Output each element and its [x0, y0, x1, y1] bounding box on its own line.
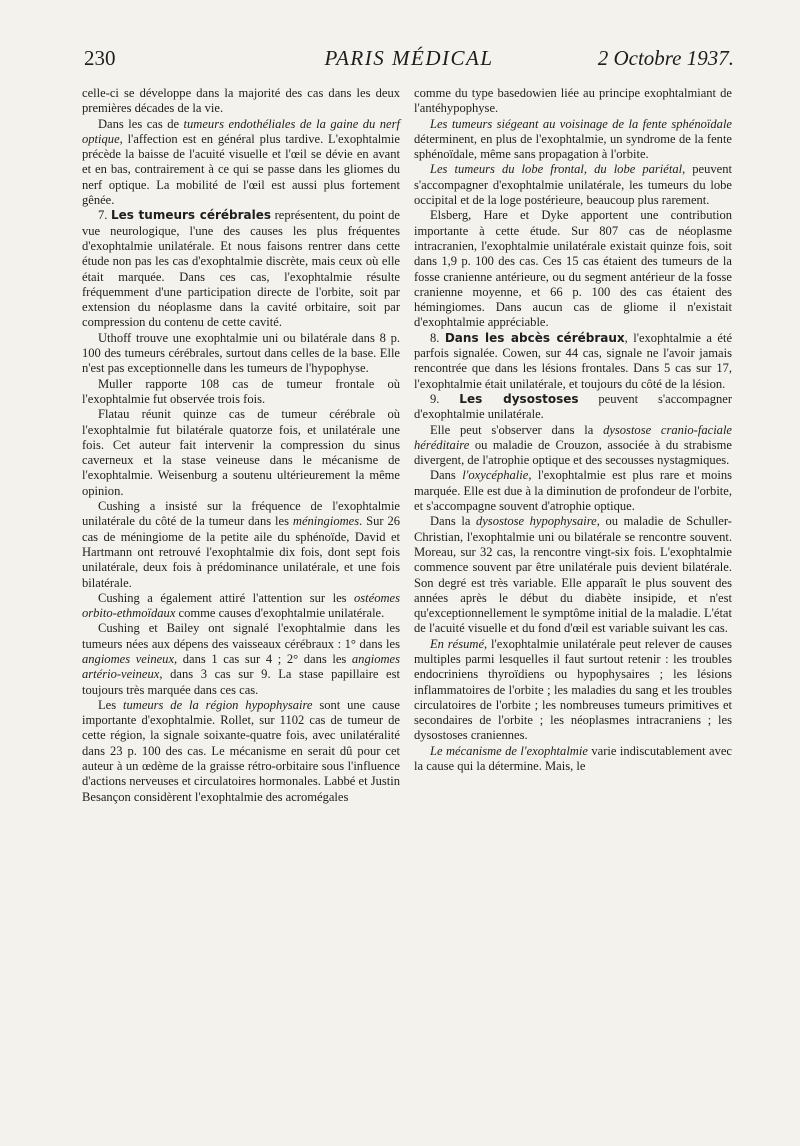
italic-term: angiomes artério-veineux	[82, 651, 400, 682]
paragraph	[82, 117, 400, 209]
text-run: celle-ci se développe dans la majorité des cas dans les deux premières décades de la vie.	[82, 86, 400, 116]
text-run: , l'affection est en général plus tardive. L'exophtalmie précède la baisse de l'acuité visuelle et l'œil se dévie en avant et en bas, contrairement à ce qui se passe dans les gliomes du nerf optique. La mobilité de l'œil est aussi plus fortement gênée.	[82, 131, 400, 208]
paragraph	[414, 468, 732, 514]
paragraph	[82, 208, 400, 330]
text-run: , peuvent s'accompagner d'exophtalmie unilatérale, les tumeurs du lobe occipital et de la loge postérieure, beaucoup plus rarement.	[414, 162, 732, 208]
italic-term: dysostose hypophysaire	[475, 514, 597, 529]
text-run: varie indiscutablement avec la cause qui la détermine. Mais, le	[414, 743, 732, 774]
paragraph	[414, 331, 732, 392]
issue-date: 2 Octobre 1937.	[597, 46, 734, 70]
text-run: . Sur 26 cas de méningiome de la petite aile du sphénoïde, David et Hartmann ont retrouvé l'exophtalmie dix fois, dont sept fois unilatérale, deux fois à prédominance unilatérale, et une fois bilatérale.	[82, 514, 401, 590]
text-run: 9.	[430, 391, 460, 406]
text-run: Uthoff trouve une exophtalmie uni ou bilatérale dans 8 p. 100 des tumeurs cérébrales, surtout dans celles de la base. Elle n'est pas exceptionnelle dans les tumeurs de l'hypophyse.	[82, 330, 400, 376]
text-run: comme causes d'exophtalmie unilatérale.	[175, 606, 385, 621]
paragraph	[414, 744, 732, 775]
text-run: représentent, du point de vue neurologique, l'une des causes les plus fréquentes d'exophtalmie unilatérale. Et nous faisons rentrer dans cette étude non pas les cas d'exophtalmie discrète, mais ceux où elle était marquée. Dans ces cas, l'exophtalmie résulte fréquemment d'une participation directe de l'orbite, soit par extension du néoplasme dans la cavité orbitaire, soit par compression du contenu de cette cavité.	[82, 208, 400, 330]
text-run: , dans 1 cas sur 4 ; 2° dans les	[174, 651, 352, 666]
paragraph	[82, 407, 400, 499]
page-number: 230	[84, 46, 116, 70]
text-run: sont une cause importante d'exophtalmie. Rollet, sur 1102 cas de tumeur de cette région, la signale soixante-quatre fois, avec unilatéralité dans 23 p. 100 des cas. Le mécanisme en serait dû pour cet auteur à un œdème de la graisse rétro-orbitaire sous l'influence d'actions nerveuses et circulatoires hormonales. Labbé et Justin Besançon considèrent l'exophtalmie des acromégales	[82, 697, 400, 804]
text-run: ou maladie de Crouzon, associée à du strabisme divergent, de l'atrophie optique et des secousses nystagmiques.	[414, 437, 732, 468]
paragraph	[414, 637, 732, 744]
italic-term: dysostose cranio-faciale héréditaire	[414, 422, 733, 452]
paragraph	[82, 621, 400, 697]
italic-term: En résumé	[430, 636, 485, 651]
text-run: , ou maladie de Schuller-Christian, l'exophtalmie uni ou bilatérale se rencontre souvent. Moreau, sur 32 cas, la rencontre vingt-six fois. L'exophtalmie commence souvent par être unilatérale puis devient bilatérale. Son degré est très variable. Elle apparaît le plus souvent des années après le début du diabète insipide, et n'est qu'exceptionnellement le symptôme initial de la maladie. L'état de l'acuité visuelle et du fond d'œil est variable suivant les cas.	[414, 514, 732, 636]
paragraph	[414, 514, 732, 636]
text-run: Dans	[430, 468, 463, 483]
text-run: Cushing a également attiré l'attention sur les	[98, 590, 354, 605]
text-run: , dans 3 cas sur 9. La stase papillaire est toujours très marquée dans ces cas.	[82, 667, 400, 697]
italic-term: angiomes veineux	[82, 651, 175, 666]
text-run: comme du type basedowien liée au principe exophtalmiant de l'antéhypophyse.	[414, 86, 732, 116]
italic-term: tumeurs endothéliales de la gaine du nerf optique	[82, 116, 400, 146]
italic-term: l'oxycéphalie	[462, 468, 529, 483]
paragraph	[414, 86, 732, 117]
paragraph	[82, 377, 400, 408]
italic-term: méningiomes	[292, 514, 360, 529]
right-column	[414, 86, 732, 774]
text-run: Cushing et Bailey ont signalé l'exophtalmie dans les tumeurs nées aux dépens des vaisseaux cérébraux : 1° dans les	[82, 621, 400, 651]
text-run: déterminent, en plus de l'exophtalmie, un syndrome de la fente sphénoïdale, même sans propagation à l'orbite.	[414, 131, 732, 162]
text-run: 8.	[430, 330, 445, 345]
journal-title: PARIS MÉDICAL	[324, 46, 494, 70]
text-run: 7.	[98, 208, 111, 223]
text-run: Muller rapporte 108 cas de tumeur frontale où l'exophtalmie fut observée trois fois.	[82, 376, 400, 406]
paragraph	[414, 392, 732, 423]
text-run: Elle peut s'observer dans la	[430, 422, 604, 437]
paragraph	[414, 208, 732, 330]
text-run: Les	[98, 697, 123, 712]
text-run: Cushing a insisté sur la fréquence de l'exophtalmie unilatérale du côté de la tumeur dans les	[82, 499, 400, 529]
paragraph	[82, 698, 400, 805]
text-run: peuvent s'accompagner d'exophtalmie unilatérale.	[414, 391, 733, 422]
paragraph	[414, 117, 732, 163]
italic-term: Les tumeurs siégeant au voisinage de la fente sphénoïdale	[430, 116, 732, 131]
paragraph	[414, 423, 732, 469]
paragraph	[82, 591, 400, 622]
text-run: Elsberg, Hare et Dyke apportent une contribution importante à cette étude. Sur 807 cas de néoplasme intracranien, l'exophtalmie unilatérale existait quinze fois, soit dans 1,9 p. 100 des cas. Ces 15 cas étaient des tumeurs de la fosse cranienne antérieure, ou du segment antérieur de la fosse cranienne moyenne, et 66 p. 100 des cas étaient des hémingiomes. Dans aucun cas de gliome il n'existait d'exophtalmie appréciable.	[414, 208, 732, 330]
paragraph	[414, 162, 732, 208]
italic-term: Les tumeurs du lobe frontal, du lobe pariétal	[430, 162, 683, 177]
paragraph	[82, 86, 400, 117]
italic-term: tumeurs de la région hypophysaire	[123, 697, 313, 712]
section-heading: Les tumeurs cérébrales	[111, 208, 272, 223]
left-column	[82, 86, 400, 805]
text-run: , l'exophtalmie est plus rare et moins marquée. Elle est due à la diminution de profondeur de l'orbite, et s'accompagne souvent d'atrophie optique.	[414, 468, 732, 514]
italic-term: Le mécanisme de l'exophtalmie	[430, 743, 588, 758]
page-header	[84, 46, 734, 82]
text-run: Flatau réunit quinze cas de tumeur cérébrale où l'exophtalmie fut bilatérale quatorze fois, et unilatérale une fois. Cet auteur fait intervenir la compression du sinus caverneux et la stase veineuse dans le mécanisme de l'exophtalmie. Weisenburg a soutenu ultérieurement la même opinion.	[82, 407, 400, 498]
section-heading: Les dysostoses	[459, 391, 579, 406]
text-run: Dans les cas de	[98, 116, 184, 131]
section-heading: Dans les abcès cérébraux	[444, 330, 625, 345]
paragraph	[82, 499, 400, 591]
italic-term: ostéomes orbito-ethmoïdaux	[82, 590, 400, 621]
text-run: , l'exophtalmie unilatérale peut relever de causes multiples parmi lesquelles il faut surtout retenir : les troubles endocriniens thyroïdiens ou hypophysaires ; les lésions inflammatoires de l'orbite ; les maladies du sang et les troubles circulatoires de l'orbite ; les nombreuses tumeurs primitives et secondaires de l'orbite ; les néoplasmes intracraniens ; les dysostoses craniennes.	[414, 636, 732, 743]
text-run: Dans la	[430, 514, 476, 529]
text-run: , l'exophtalmie a été parfois signalée. Cowen, sur 44 cas, signale ne l'avoir jamais rencontrée que dans les lésions frontales. Dans 5 cas sur 17, l'exophtalmie était unilatérale, et toujours du côté de la lésion.	[414, 330, 733, 391]
paragraph	[82, 331, 400, 377]
